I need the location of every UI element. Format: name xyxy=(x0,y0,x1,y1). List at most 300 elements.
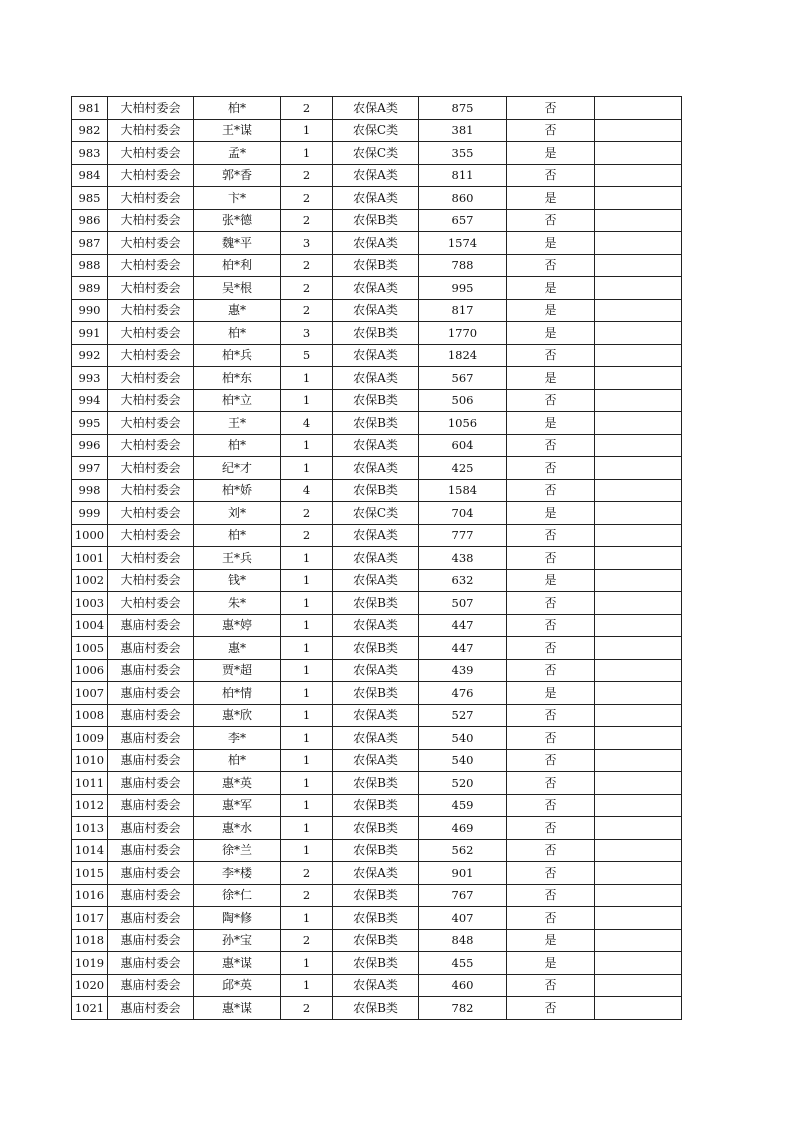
insurance-category-cell: 农保A类 xyxy=(333,187,419,210)
table-row xyxy=(72,929,682,952)
household-size-cell: 1 xyxy=(281,704,333,727)
yes-no-cell: 是 xyxy=(507,412,595,435)
table-row xyxy=(72,479,682,502)
remarks-cell xyxy=(595,592,682,615)
insurance-category-cell: 农保B类 xyxy=(333,682,419,705)
household-size-cell: 2 xyxy=(281,209,333,232)
insurance-category-cell: 农保B类 xyxy=(333,412,419,435)
insurance-category-cell: 农保A类 xyxy=(333,974,419,997)
table-body xyxy=(72,97,682,1020)
amount-cell: 540 xyxy=(419,727,507,750)
remarks-cell xyxy=(595,569,682,592)
insurance-category-cell: 农保A类 xyxy=(333,569,419,592)
village-committee-cell: 大柏村委会 xyxy=(108,592,194,615)
remarks-cell xyxy=(595,862,682,885)
row-number-cell: 1004 xyxy=(72,614,108,637)
remarks-cell xyxy=(595,97,682,120)
amount-cell: 632 xyxy=(419,569,507,592)
amount-cell: 860 xyxy=(419,187,507,210)
remarks-cell xyxy=(595,929,682,952)
recipient-name-cell: 陶*修 xyxy=(194,907,281,930)
table-row xyxy=(72,457,682,480)
village-committee-cell: 惠庙村委会 xyxy=(108,817,194,840)
yes-no-cell: 否 xyxy=(507,907,595,930)
recipient-name-cell: 李* xyxy=(194,727,281,750)
amount-cell: 438 xyxy=(419,547,507,570)
row-number-cell: 1003 xyxy=(72,592,108,615)
remarks-cell xyxy=(595,637,682,660)
yes-no-cell: 否 xyxy=(507,547,595,570)
amount-cell: 425 xyxy=(419,457,507,480)
recipient-name-cell: 柏*东 xyxy=(194,367,281,390)
row-number-cell: 988 xyxy=(72,254,108,277)
recipient-name-cell: 柏* xyxy=(194,524,281,547)
recipient-name-cell: 柏* xyxy=(194,322,281,345)
table-row xyxy=(72,299,682,322)
village-committee-cell: 惠庙村委会 xyxy=(108,907,194,930)
insurance-category-cell: 农保B类 xyxy=(333,997,419,1020)
row-number-cell: 991 xyxy=(72,322,108,345)
recipient-name-cell: 柏*立 xyxy=(194,389,281,412)
recipient-name-cell: 惠*欣 xyxy=(194,704,281,727)
household-size-cell: 1 xyxy=(281,682,333,705)
amount-cell: 1574 xyxy=(419,232,507,255)
household-size-cell: 4 xyxy=(281,412,333,435)
household-size-cell: 2 xyxy=(281,187,333,210)
village-committee-cell: 惠庙村委会 xyxy=(108,704,194,727)
village-committee-cell: 大柏村委会 xyxy=(108,164,194,187)
household-size-cell: 4 xyxy=(281,479,333,502)
insurance-category-cell: 农保B类 xyxy=(333,389,419,412)
recipient-name-cell: 孟* xyxy=(194,142,281,165)
remarks-cell xyxy=(595,974,682,997)
insurance-category-cell: 农保B类 xyxy=(333,839,419,862)
insurance-category-cell: 农保A类 xyxy=(333,704,419,727)
household-size-cell: 1 xyxy=(281,727,333,750)
insurance-category-cell: 农保A类 xyxy=(333,749,419,772)
yes-no-cell: 是 xyxy=(507,187,595,210)
yes-no-cell: 否 xyxy=(507,434,595,457)
village-committee-cell: 大柏村委会 xyxy=(108,547,194,570)
recipient-name-cell: 朱* xyxy=(194,592,281,615)
recipient-name-cell: 孙*宝 xyxy=(194,929,281,952)
recipient-name-cell: 徐*仁 xyxy=(194,884,281,907)
village-committee-cell: 惠庙村委会 xyxy=(108,637,194,660)
amount-cell: 1056 xyxy=(419,412,507,435)
village-committee-cell: 惠庙村委会 xyxy=(108,794,194,817)
recipient-name-cell: 钱* xyxy=(194,569,281,592)
yes-no-cell: 否 xyxy=(507,592,595,615)
amount-cell: 567 xyxy=(419,367,507,390)
village-committee-cell: 大柏村委会 xyxy=(108,277,194,300)
row-number-cell: 986 xyxy=(72,209,108,232)
amount-cell: 604 xyxy=(419,434,507,457)
village-committee-cell: 大柏村委会 xyxy=(108,119,194,142)
yes-no-cell: 否 xyxy=(507,772,595,795)
yes-no-cell: 是 xyxy=(507,232,595,255)
amount-cell: 901 xyxy=(419,862,507,885)
table-row xyxy=(72,772,682,795)
insurance-category-cell: 农保B类 xyxy=(333,209,419,232)
row-number-cell: 996 xyxy=(72,434,108,457)
insurance-category-cell: 农保B类 xyxy=(333,772,419,795)
table-row xyxy=(72,659,682,682)
remarks-cell xyxy=(595,344,682,367)
row-number-cell: 1001 xyxy=(72,547,108,570)
insurance-category-cell: 农保A类 xyxy=(333,862,419,885)
table-row xyxy=(72,142,682,165)
yes-no-cell: 是 xyxy=(507,929,595,952)
remarks-cell xyxy=(595,502,682,525)
insurance-category-cell: 农保A类 xyxy=(333,614,419,637)
table-row xyxy=(72,367,682,390)
insurance-category-cell: 农保B类 xyxy=(333,929,419,952)
amount-cell: 875 xyxy=(419,97,507,120)
village-committee-cell: 惠庙村委会 xyxy=(108,682,194,705)
recipient-name-cell: 王*谋 xyxy=(194,119,281,142)
row-number-cell: 1007 xyxy=(72,682,108,705)
household-size-cell: 2 xyxy=(281,502,333,525)
village-committee-cell: 大柏村委会 xyxy=(108,434,194,457)
row-number-cell: 1015 xyxy=(72,862,108,885)
yes-no-cell: 否 xyxy=(507,457,595,480)
yes-no-cell: 否 xyxy=(507,704,595,727)
row-number-cell: 983 xyxy=(72,142,108,165)
household-size-cell: 1 xyxy=(281,142,333,165)
amount-cell: 1770 xyxy=(419,322,507,345)
amount-cell: 1584 xyxy=(419,479,507,502)
yes-no-cell: 否 xyxy=(507,974,595,997)
yes-no-cell: 否 xyxy=(507,727,595,750)
row-number-cell: 999 xyxy=(72,502,108,525)
household-size-cell: 1 xyxy=(281,434,333,457)
recipient-name-cell: 惠*谋 xyxy=(194,952,281,975)
recipient-name-cell: 吴*根 xyxy=(194,277,281,300)
household-size-cell: 5 xyxy=(281,344,333,367)
table-row xyxy=(72,637,682,660)
remarks-cell xyxy=(595,727,682,750)
recipient-name-cell: 徐*兰 xyxy=(194,839,281,862)
yes-no-cell: 否 xyxy=(507,794,595,817)
row-number-cell: 1016 xyxy=(72,884,108,907)
row-number-cell: 997 xyxy=(72,457,108,480)
household-size-cell: 1 xyxy=(281,794,333,817)
household-size-cell: 2 xyxy=(281,929,333,952)
village-committee-cell: 大柏村委会 xyxy=(108,142,194,165)
table-row xyxy=(72,187,682,210)
table-row xyxy=(72,209,682,232)
remarks-cell xyxy=(595,794,682,817)
row-number-cell: 1014 xyxy=(72,839,108,862)
amount-cell: 562 xyxy=(419,839,507,862)
table-row xyxy=(72,524,682,547)
remarks-cell xyxy=(595,817,682,840)
amount-cell: 507 xyxy=(419,592,507,615)
amount-cell: 527 xyxy=(419,704,507,727)
recipient-name-cell: 惠*英 xyxy=(194,772,281,795)
row-number-cell: 984 xyxy=(72,164,108,187)
village-committee-cell: 惠庙村委会 xyxy=(108,727,194,750)
remarks-cell xyxy=(595,119,682,142)
village-committee-cell: 大柏村委会 xyxy=(108,232,194,255)
remarks-cell xyxy=(595,232,682,255)
table-row xyxy=(72,389,682,412)
yes-no-cell: 否 xyxy=(507,659,595,682)
recipient-name-cell: 魏*平 xyxy=(194,232,281,255)
village-committee-cell: 惠庙村委会 xyxy=(108,952,194,975)
remarks-cell xyxy=(595,277,682,300)
village-committee-cell: 大柏村委会 xyxy=(108,344,194,367)
table-row xyxy=(72,254,682,277)
table-row xyxy=(72,997,682,1020)
amount-cell: 540 xyxy=(419,749,507,772)
yes-no-cell: 是 xyxy=(507,299,595,322)
amount-cell: 460 xyxy=(419,974,507,997)
yes-no-cell: 否 xyxy=(507,164,595,187)
household-size-cell: 3 xyxy=(281,232,333,255)
row-number-cell: 1009 xyxy=(72,727,108,750)
village-committee-cell: 惠庙村委会 xyxy=(108,659,194,682)
household-size-cell: 1 xyxy=(281,907,333,930)
recipient-name-cell: 柏*利 xyxy=(194,254,281,277)
village-committee-cell: 大柏村委会 xyxy=(108,479,194,502)
insurance-category-cell: 农保B类 xyxy=(333,254,419,277)
remarks-cell xyxy=(595,614,682,637)
recipient-name-cell: 邱*英 xyxy=(194,974,281,997)
table-row xyxy=(72,682,682,705)
amount-cell: 777 xyxy=(419,524,507,547)
recipient-name-cell: 刘* xyxy=(194,502,281,525)
remarks-cell xyxy=(595,704,682,727)
recipient-table xyxy=(71,96,682,1020)
insurance-category-cell: 农保A类 xyxy=(333,547,419,570)
recipient-name-cell: 柏*娇 xyxy=(194,479,281,502)
household-size-cell: 2 xyxy=(281,277,333,300)
row-number-cell: 998 xyxy=(72,479,108,502)
village-committee-cell: 惠庙村委会 xyxy=(108,929,194,952)
recipient-name-cell: 惠*谋 xyxy=(194,997,281,1020)
row-number-cell: 987 xyxy=(72,232,108,255)
village-committee-cell: 惠庙村委会 xyxy=(108,614,194,637)
yes-no-cell: 否 xyxy=(507,749,595,772)
remarks-cell xyxy=(595,682,682,705)
row-number-cell: 1000 xyxy=(72,524,108,547)
insurance-category-cell: 农保A类 xyxy=(333,164,419,187)
insurance-category-cell: 农保B类 xyxy=(333,817,419,840)
insurance-category-cell: 农保B类 xyxy=(333,952,419,975)
yes-no-cell: 是 xyxy=(507,682,595,705)
table-row xyxy=(72,749,682,772)
village-committee-cell: 大柏村委会 xyxy=(108,569,194,592)
row-number-cell: 993 xyxy=(72,367,108,390)
household-size-cell: 2 xyxy=(281,97,333,120)
row-number-cell: 982 xyxy=(72,119,108,142)
household-size-cell: 1 xyxy=(281,637,333,660)
remarks-cell xyxy=(595,749,682,772)
row-number-cell: 981 xyxy=(72,97,108,120)
yes-no-cell: 否 xyxy=(507,862,595,885)
village-committee-cell: 惠庙村委会 xyxy=(108,749,194,772)
recipient-name-cell: 柏* xyxy=(194,434,281,457)
yes-no-cell: 否 xyxy=(507,389,595,412)
table-row xyxy=(72,794,682,817)
recipient-name-cell: 王* xyxy=(194,412,281,435)
amount-cell: 767 xyxy=(419,884,507,907)
table-row xyxy=(72,322,682,345)
amount-cell: 848 xyxy=(419,929,507,952)
insurance-category-cell: 农保B类 xyxy=(333,322,419,345)
table-row xyxy=(72,344,682,367)
village-committee-cell: 惠庙村委会 xyxy=(108,884,194,907)
insurance-category-cell: 农保A类 xyxy=(333,344,419,367)
recipient-name-cell: 柏* xyxy=(194,97,281,120)
amount-cell: 811 xyxy=(419,164,507,187)
yes-no-cell: 是 xyxy=(507,142,595,165)
table-row xyxy=(72,952,682,975)
yes-no-cell: 否 xyxy=(507,614,595,637)
yes-no-cell: 否 xyxy=(507,97,595,120)
household-size-cell: 2 xyxy=(281,862,333,885)
remarks-cell xyxy=(595,659,682,682)
table-row xyxy=(72,817,682,840)
yes-no-cell: 是 xyxy=(507,277,595,300)
remarks-cell xyxy=(595,187,682,210)
amount-cell: 782 xyxy=(419,997,507,1020)
table-row xyxy=(72,592,682,615)
amount-cell: 447 xyxy=(419,637,507,660)
village-committee-cell: 惠庙村委会 xyxy=(108,772,194,795)
table-row xyxy=(72,97,682,120)
village-committee-cell: 大柏村委会 xyxy=(108,187,194,210)
remarks-cell xyxy=(595,367,682,390)
row-number-cell: 985 xyxy=(72,187,108,210)
village-committee-cell: 大柏村委会 xyxy=(108,389,194,412)
household-size-cell: 2 xyxy=(281,299,333,322)
row-number-cell: 1017 xyxy=(72,907,108,930)
remarks-cell xyxy=(595,884,682,907)
amount-cell: 704 xyxy=(419,502,507,525)
amount-cell: 506 xyxy=(419,389,507,412)
yes-no-cell: 否 xyxy=(507,524,595,547)
remarks-cell xyxy=(595,839,682,862)
village-committee-cell: 大柏村委会 xyxy=(108,97,194,120)
village-committee-cell: 大柏村委会 xyxy=(108,367,194,390)
amount-cell: 788 xyxy=(419,254,507,277)
amount-cell: 447 xyxy=(419,614,507,637)
insurance-category-cell: 农保C类 xyxy=(333,502,419,525)
recipient-name-cell: 柏*情 xyxy=(194,682,281,705)
table-row xyxy=(72,614,682,637)
row-number-cell: 1006 xyxy=(72,659,108,682)
remarks-cell xyxy=(595,457,682,480)
remarks-cell xyxy=(595,524,682,547)
village-committee-cell: 大柏村委会 xyxy=(108,209,194,232)
remarks-cell xyxy=(595,322,682,345)
recipient-name-cell: 柏*兵 xyxy=(194,344,281,367)
yes-no-cell: 否 xyxy=(507,817,595,840)
remarks-cell xyxy=(595,434,682,457)
recipient-name-cell: 贾*超 xyxy=(194,659,281,682)
amount-cell: 455 xyxy=(419,952,507,975)
row-number-cell: 1020 xyxy=(72,974,108,997)
recipient-name-cell: 纪*才 xyxy=(194,457,281,480)
row-number-cell: 1013 xyxy=(72,817,108,840)
yes-no-cell: 否 xyxy=(507,839,595,862)
row-number-cell: 1010 xyxy=(72,749,108,772)
insurance-category-cell: 农保B类 xyxy=(333,794,419,817)
table-row xyxy=(72,164,682,187)
remarks-cell xyxy=(595,907,682,930)
row-number-cell: 1008 xyxy=(72,704,108,727)
amount-cell: 407 xyxy=(419,907,507,930)
recipient-name-cell: 惠* xyxy=(194,637,281,660)
row-number-cell: 989 xyxy=(72,277,108,300)
insurance-category-cell: 农保C类 xyxy=(333,119,419,142)
recipient-name-cell: 惠* xyxy=(194,299,281,322)
insurance-category-cell: 农保B类 xyxy=(333,884,419,907)
yes-no-cell: 否 xyxy=(507,344,595,367)
household-size-cell: 2 xyxy=(281,254,333,277)
row-number-cell: 1012 xyxy=(72,794,108,817)
table-row xyxy=(72,119,682,142)
amount-cell: 995 xyxy=(419,277,507,300)
amount-cell: 817 xyxy=(419,299,507,322)
yes-no-cell: 否 xyxy=(507,209,595,232)
insurance-category-cell: 农保A类 xyxy=(333,299,419,322)
insurance-category-cell: 农保A类 xyxy=(333,524,419,547)
household-size-cell: 3 xyxy=(281,322,333,345)
household-size-cell: 1 xyxy=(281,974,333,997)
insurance-category-cell: 农保B类 xyxy=(333,907,419,930)
household-size-cell: 1 xyxy=(281,367,333,390)
amount-cell: 657 xyxy=(419,209,507,232)
table-row xyxy=(72,862,682,885)
table-row xyxy=(72,412,682,435)
insurance-category-cell: 农保A类 xyxy=(333,277,419,300)
yes-no-cell: 否 xyxy=(507,254,595,277)
household-size-cell: 1 xyxy=(281,749,333,772)
remarks-cell xyxy=(595,209,682,232)
household-size-cell: 1 xyxy=(281,952,333,975)
row-number-cell: 1019 xyxy=(72,952,108,975)
insurance-category-cell: 农保C类 xyxy=(333,142,419,165)
table-row xyxy=(72,232,682,255)
recipient-name-cell: 王*兵 xyxy=(194,547,281,570)
village-committee-cell: 大柏村委会 xyxy=(108,322,194,345)
yes-no-cell: 是 xyxy=(507,952,595,975)
remarks-cell xyxy=(595,952,682,975)
yes-no-cell: 否 xyxy=(507,119,595,142)
household-size-cell: 1 xyxy=(281,772,333,795)
household-size-cell: 1 xyxy=(281,839,333,862)
recipient-name-cell: 卞* xyxy=(194,187,281,210)
table-row xyxy=(72,277,682,300)
table-row xyxy=(72,907,682,930)
remarks-cell xyxy=(595,164,682,187)
household-size-cell: 1 xyxy=(281,457,333,480)
insurance-category-cell: 农保A类 xyxy=(333,232,419,255)
table-row xyxy=(72,704,682,727)
recipient-name-cell: 惠*水 xyxy=(194,817,281,840)
recipient-name-cell: 郭*香 xyxy=(194,164,281,187)
insurance-category-cell: 农保A类 xyxy=(333,727,419,750)
row-number-cell: 995 xyxy=(72,412,108,435)
table-row xyxy=(72,434,682,457)
row-number-cell: 1002 xyxy=(72,569,108,592)
yes-no-cell: 是 xyxy=(507,569,595,592)
household-size-cell: 1 xyxy=(281,592,333,615)
remarks-cell xyxy=(595,299,682,322)
